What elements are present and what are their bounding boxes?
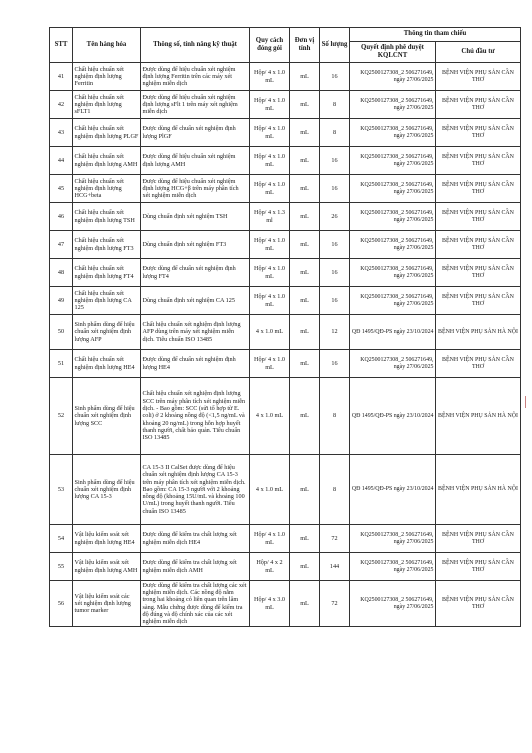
table-cell-investor: BỆNH VIỆN PHỤ SẢN HÀ NỘI bbox=[436, 378, 521, 455]
table-row bbox=[50, 455, 521, 525]
header-name: Tên hàng hóa bbox=[73, 28, 141, 63]
table-cell-investor: BỆNH VIỆN PHỤ SẢN CẦN THƠ bbox=[436, 350, 521, 378]
header-reference: Thông tin tham chiếu bbox=[350, 28, 521, 42]
table-cell-investor: BỆNH VIỆN PHỤ SẢN CẦN THƠ bbox=[436, 231, 521, 259]
table-cell-stt: 54 bbox=[50, 525, 73, 553]
table-cell-stt: 47 bbox=[50, 231, 73, 259]
table-cell-investor: BỆNH VIỆN PHỤ SẢN CẦN THƠ bbox=[436, 581, 521, 627]
header-unit: Đơn vị tính bbox=[290, 28, 320, 63]
table-cell-investor: BỆNH VIỆN PHỤ SẢN CẦN THƠ bbox=[436, 259, 521, 287]
table-cell-stt: 43 bbox=[50, 119, 73, 147]
table-cell-investor: BỆNH VIỆN PHỤ SẢN CẦN THƠ bbox=[436, 119, 521, 147]
table-cell-name: Vật liệu kiểm soát các xét nghiệm định lượng tumor marker bbox=[73, 581, 141, 627]
table-cell-unit: mL bbox=[290, 315, 320, 350]
table-cell-decision: KQ2500127308_2 506271649, ngày 27/06/2025 bbox=[350, 231, 436, 259]
table-row bbox=[50, 231, 521, 259]
table-cell-decision: KQ2500127308_2 506271649, ngày 27/06/2025 bbox=[350, 119, 436, 147]
table-row bbox=[50, 119, 521, 147]
table-cell-name: Vật liệu kiểm soát xét nghiệm định lượng HE4 bbox=[73, 525, 141, 553]
table-cell-stt: 53 bbox=[50, 455, 73, 525]
table-cell-qty: 16 bbox=[320, 175, 350, 203]
table-cell-pack: Hộp/ 4 x 1.0 mL bbox=[250, 231, 290, 259]
table-cell-stt: 48 bbox=[50, 259, 73, 287]
table-cell-decision: KQ2500127308_2 506271649, ngày 27/06/2025 bbox=[350, 581, 436, 627]
table-row bbox=[50, 287, 521, 315]
table-cell-pack: Hộp/ 4 x 1.3 ml bbox=[250, 203, 290, 231]
table-cell-qty: 26 bbox=[320, 203, 350, 231]
table-cell-pack: Hộp/ 4 x 1.0 mL bbox=[250, 350, 290, 378]
table-cell-spec: Chất hiệu chuẩn xét nghiệm định lượng SCC trên máy phân tích xét nghiệm miễn dịch. - Bao gồm: SCC (sửi tổ hợp từ E. coli) ở 2 khoảng nồng độ (<1,5 ng/mL và khoảng 20 ng/mL) trong hỗn hợp huyết thanh người, chất bảo quản. Tiêu chuẩn ISO 13485 bbox=[141, 378, 250, 455]
table-cell-pack: Hộp/ 4 x 1.0 mL bbox=[250, 119, 290, 147]
table-cell-unit: mL bbox=[290, 581, 320, 627]
table-cell-qty: 72 bbox=[320, 581, 350, 627]
table-body bbox=[50, 63, 521, 627]
table-cell-spec: Được dùng để hiệu chuẩn xét nghiệm định lượng sFlt 1 trên máy xét nghiệm miễn dịch bbox=[141, 91, 250, 119]
table-cell-stt: 44 bbox=[50, 147, 73, 175]
table-cell-spec: Được dùng để chuẩn xét nghiệm định lượng HE4 bbox=[141, 350, 250, 378]
table-cell-pack: 4 x 1.0 mL bbox=[250, 455, 290, 525]
table-cell-investor: BỆNH VIỆN PHỤ SẢN CẦN THƠ bbox=[436, 91, 521, 119]
table-cell-qty: 16 bbox=[320, 147, 350, 175]
table-cell-qty: 72 bbox=[320, 525, 350, 553]
table-cell-pack: Hộp/ 4 x 1.0 mL bbox=[250, 175, 290, 203]
table-cell-spec: Được dùng để hiệu chuẩn xét nghiệm định lượng Ferritin trên các máy xét nghiệm miễn dịch bbox=[141, 63, 250, 91]
table-cell-unit: mL bbox=[290, 378, 320, 455]
table-cell-name: Sinh phẩm dùng để hiệu chuẩn xét nghiệm định lượng CA 15-3 bbox=[73, 455, 141, 525]
table-cell-spec: Chất hiệu chuẩn xét nghiệm định lượng AFP dùng trên máy xét nghiệm miễn dịch. Tiêu chuẩn ISO 13485 bbox=[141, 315, 250, 350]
table-cell-qty: 16 bbox=[320, 259, 350, 287]
table-cell-stt: 52 bbox=[50, 378, 73, 455]
header-stt: STT bbox=[50, 28, 73, 63]
header-investor: Chủ đầu tư bbox=[436, 42, 521, 63]
table-row bbox=[50, 315, 521, 350]
table-cell-spec: Được dùng để chuẩn xét nghiệm định lượng PlGF bbox=[141, 119, 250, 147]
table-cell-name: Sinh phẩm dùng để hiệu chuẩn xét nghiệm định lượng SCC bbox=[73, 378, 141, 455]
table-cell-investor: BỆNH VIỆN PHỤ SẢN CẦN THƠ bbox=[436, 175, 521, 203]
table-cell-investor: BỆNH VIỆN PHỤ SẢN HÀ NỘI bbox=[436, 315, 521, 350]
table-cell-name: Chất hiệu chuẩn xét nghiệm định lượng FT3 bbox=[73, 231, 141, 259]
table-cell-unit: mL bbox=[290, 119, 320, 147]
table-cell-decision: QĐ 1495/QĐ-PS ngày 23/10/2024 bbox=[350, 455, 436, 525]
table-cell-spec: Được dùng để kiểm tra chất lượng xét nghiệm miễn dịch AMH bbox=[141, 553, 250, 581]
table-cell-pack: 4 x 1.0 mL bbox=[250, 315, 290, 350]
table-cell-unit: mL bbox=[290, 147, 320, 175]
table-cell-name: Chất hiệu chuẩn xét nghiệm định lượng AMH bbox=[73, 147, 141, 175]
table-cell-stt: 42 bbox=[50, 91, 73, 119]
table-row bbox=[50, 581, 521, 627]
table-cell-unit: mL bbox=[290, 287, 320, 315]
table-cell-unit: mL bbox=[290, 231, 320, 259]
table-row bbox=[50, 525, 521, 553]
header-pack: Quy cách đóng gói bbox=[250, 28, 290, 63]
table-cell-name: Chất hiệu chuẩn xét nghiệm định lượng HCG+beta bbox=[73, 175, 141, 203]
table-row bbox=[50, 91, 521, 119]
table-cell-pack: Hộp/ 4 x 1.0 mL bbox=[250, 91, 290, 119]
table-cell-decision: KQ2500127308_2 506271649, ngày 27/06/2025 bbox=[350, 287, 436, 315]
table-cell-decision: QĐ 1495/QĐ-PS ngày 23/10/2024 bbox=[350, 315, 436, 350]
table-cell-decision: KQ2500127308_2 506271649, ngày 27/06/2025 bbox=[350, 175, 436, 203]
table-cell-pack: Hộp/ 4 x 1.0 mL bbox=[250, 259, 290, 287]
table-cell-qty: 8 bbox=[320, 378, 350, 455]
table-cell-investor: BỆNH VIỆN PHỤ SẢN CẦN THƠ bbox=[436, 203, 521, 231]
table-cell-name: Vật liệu kiểm soát xét nghiệm định lượng AMH bbox=[73, 553, 141, 581]
table-cell-decision: KQ2500127308_2 506271649, ngày 27/06/2025 bbox=[350, 91, 436, 119]
table-cell-decision: KQ2500127308_2 506271649, ngày 27/06/2025 bbox=[350, 525, 436, 553]
header-qty: Số lượng bbox=[320, 28, 350, 63]
table-cell-decision: KQ2500127308_2 506271649, ngày 27/06/2025 bbox=[350, 203, 436, 231]
table-row bbox=[50, 203, 521, 231]
table-cell-qty: 16 bbox=[320, 63, 350, 91]
table-cell-unit: mL bbox=[290, 91, 320, 119]
table-cell-investor: BỆNH VIỆN PHỤ SẢN CẦN THƠ bbox=[436, 287, 521, 315]
table-row bbox=[50, 63, 521, 91]
table-cell-spec: Được dùng để hiệu chuẩn xét nghiệm định lượng HCG+β trên máy phân tích xét nghiệm miễn dịch bbox=[141, 175, 250, 203]
table-cell-spec: Được dùng để kiểm tra chất lượng các xét nghiệm miễn dịch. Các nồng độ nằm trong hai khoảng có liên quan trên lâm sàng. Mẫu chứng được dùng để kiểm tra độ đúng và độ chính xác của các xét nghiệm miễn dịch bbox=[141, 581, 250, 627]
table-cell-qty: 12 bbox=[320, 315, 350, 350]
table-row bbox=[50, 553, 521, 581]
table-cell-pack: Hộp/ 4 x 3.0 mL bbox=[250, 581, 290, 627]
table-cell-name: Chất hiệu chuẩn xét nghiệm định lượng HE4 bbox=[73, 350, 141, 378]
table-cell-decision: KQ2500127308_2 506271649, ngày 27/06/2025 bbox=[350, 63, 436, 91]
table-cell-pack: Hộp/ 4 x 1.0 mL bbox=[250, 63, 290, 91]
table-cell-qty: 8 bbox=[320, 455, 350, 525]
table-cell-qty: 144 bbox=[320, 553, 350, 581]
table-cell-pack: Hộp/ 4 x 2 mL bbox=[250, 553, 290, 581]
table-cell-unit: mL bbox=[290, 203, 320, 231]
table-cell-investor: BỆNH VIỆN PHỤ SẢN CẦN THƠ bbox=[436, 525, 521, 553]
table-cell-pack: Hộp/ 4 x 1.0 mL bbox=[250, 525, 290, 553]
table-cell-decision: KQ2500127308_2 506271649, ngày 27/06/2025 bbox=[350, 553, 436, 581]
table-cell-spec: CA 15-3 II CalSet được dùng để hiệu chuẩn xét nghiệm định lượng CA 15-3 trên máy phân tích xét nghiệm miễn dịch. Bao gồm: CA 15-3 người với 2 khoảng nồng độ (khoảng 15U/mL và khoảng 100 U/mL) trong huyết thanh người. Tiêu chuẩn ISO 13485 bbox=[141, 455, 250, 525]
table-cell-spec: Dùng chuẩn định xét nghiệm TSH bbox=[141, 203, 250, 231]
table-cell-stt: 41 bbox=[50, 63, 73, 91]
table-row bbox=[50, 259, 521, 287]
table-cell-unit: mL bbox=[290, 175, 320, 203]
table-cell-unit: mL bbox=[290, 525, 320, 553]
table-cell-investor: BỆNH VIỆN PHỤ SẢN CẦN THƠ bbox=[436, 147, 521, 175]
table-cell-decision: KQ2500127308_2 506271649, ngày 27/06/2025 bbox=[350, 350, 436, 378]
table-cell-spec: Được dùng để hiệu chuẩn xét nghiệm định lượng AMH bbox=[141, 147, 250, 175]
table-cell-decision: QĐ 1495/QĐ-PS ngày 23/10/2024 bbox=[350, 378, 436, 455]
table-cell-name: Chất hiệu chuẩn xét nghiệm định lượng PLGF bbox=[73, 119, 141, 147]
table-cell-unit: mL bbox=[290, 553, 320, 581]
table-cell-stt: 50 bbox=[50, 315, 73, 350]
table-cell-unit: mL bbox=[290, 350, 320, 378]
table-row bbox=[50, 175, 521, 203]
table-cell-stt: 49 bbox=[50, 287, 73, 315]
table-cell-decision: KQ2500127308_2 506271649, ngày 27/06/2025 bbox=[350, 259, 436, 287]
table-cell-spec: Được dùng để kiểm tra chất lượng xét nghiệm miễn dịch HE4 bbox=[141, 525, 250, 553]
header-spec: Thông số, tính năng kỹ thuật bbox=[141, 28, 250, 63]
table-cell-stt: 56 bbox=[50, 581, 73, 627]
table-row bbox=[50, 350, 521, 378]
table-cell-name: Chất hiệu chuẩn xét nghiệm định lượng CA 125 bbox=[73, 287, 141, 315]
table-row bbox=[50, 378, 521, 455]
margin-mark bbox=[525, 396, 529, 408]
table-cell-qty: 8 bbox=[320, 91, 350, 119]
product-table bbox=[49, 27, 521, 627]
table-cell-stt: 51 bbox=[50, 350, 73, 378]
table-cell-stt: 55 bbox=[50, 553, 73, 581]
table-cell-qty: 16 bbox=[320, 287, 350, 315]
table-cell-pack: Hộp/ 4 x 1.0 mL bbox=[250, 287, 290, 315]
table-cell-unit: mL bbox=[290, 63, 320, 91]
table-cell-qty: 16 bbox=[320, 231, 350, 259]
table-cell-name: Chất hiệu chuẩn xét nghiệm định lượng Ferritin bbox=[73, 63, 141, 91]
table-cell-pack: 4 x 1.0 mL bbox=[250, 378, 290, 455]
table-cell-spec: Được dùng để chuẩn xét nghiệm định lượng FT4 bbox=[141, 259, 250, 287]
table-cell-decision: KQ2500127308_2 506271649, ngày 27/06/2025 bbox=[350, 147, 436, 175]
table-cell-unit: mL bbox=[290, 259, 320, 287]
table-cell-stt: 45 bbox=[50, 175, 73, 203]
table-cell-name: Sinh phẩm dùng để hiệu chuẩn xét nghiệm định lượng AFP bbox=[73, 315, 141, 350]
table-cell-spec: Dùng chuẩn định xét nghiệm CA 125 bbox=[141, 287, 250, 315]
table-cell-pack: Hộp/ 4 x 1.0 mL bbox=[250, 147, 290, 175]
table-cell-stt: 46 bbox=[50, 203, 73, 231]
table-cell-investor: BỆNH VIỆN PHỤ SẢN HÀ NỘI bbox=[436, 455, 521, 525]
table-cell-unit: mL bbox=[290, 455, 320, 525]
table-row bbox=[50, 147, 521, 175]
table-cell-name: Chất hiệu chuẩn xét nghiệm định lượng sFLT1 bbox=[73, 91, 141, 119]
table-cell-investor: BỆNH VIỆN PHỤ SẢN CẦN THƠ bbox=[436, 63, 521, 91]
table-cell-qty: 16 bbox=[320, 350, 350, 378]
header-decision: Quyết định phê duyệt KQLCNT bbox=[350, 42, 436, 63]
table-cell-qty: 8 bbox=[320, 119, 350, 147]
table-cell-investor: BỆNH VIỆN PHỤ SẢN CẦN THƠ bbox=[436, 553, 521, 581]
table-cell-name: Chất hiệu chuẩn xét nghiệm định lượng TSH bbox=[73, 203, 141, 231]
table-cell-name: Chất hiệu chuẩn xét nghiệm định lượng FT4 bbox=[73, 259, 141, 287]
table-cell-spec: Dùng chuẩn định xét nghiệm FT3 bbox=[141, 231, 250, 259]
